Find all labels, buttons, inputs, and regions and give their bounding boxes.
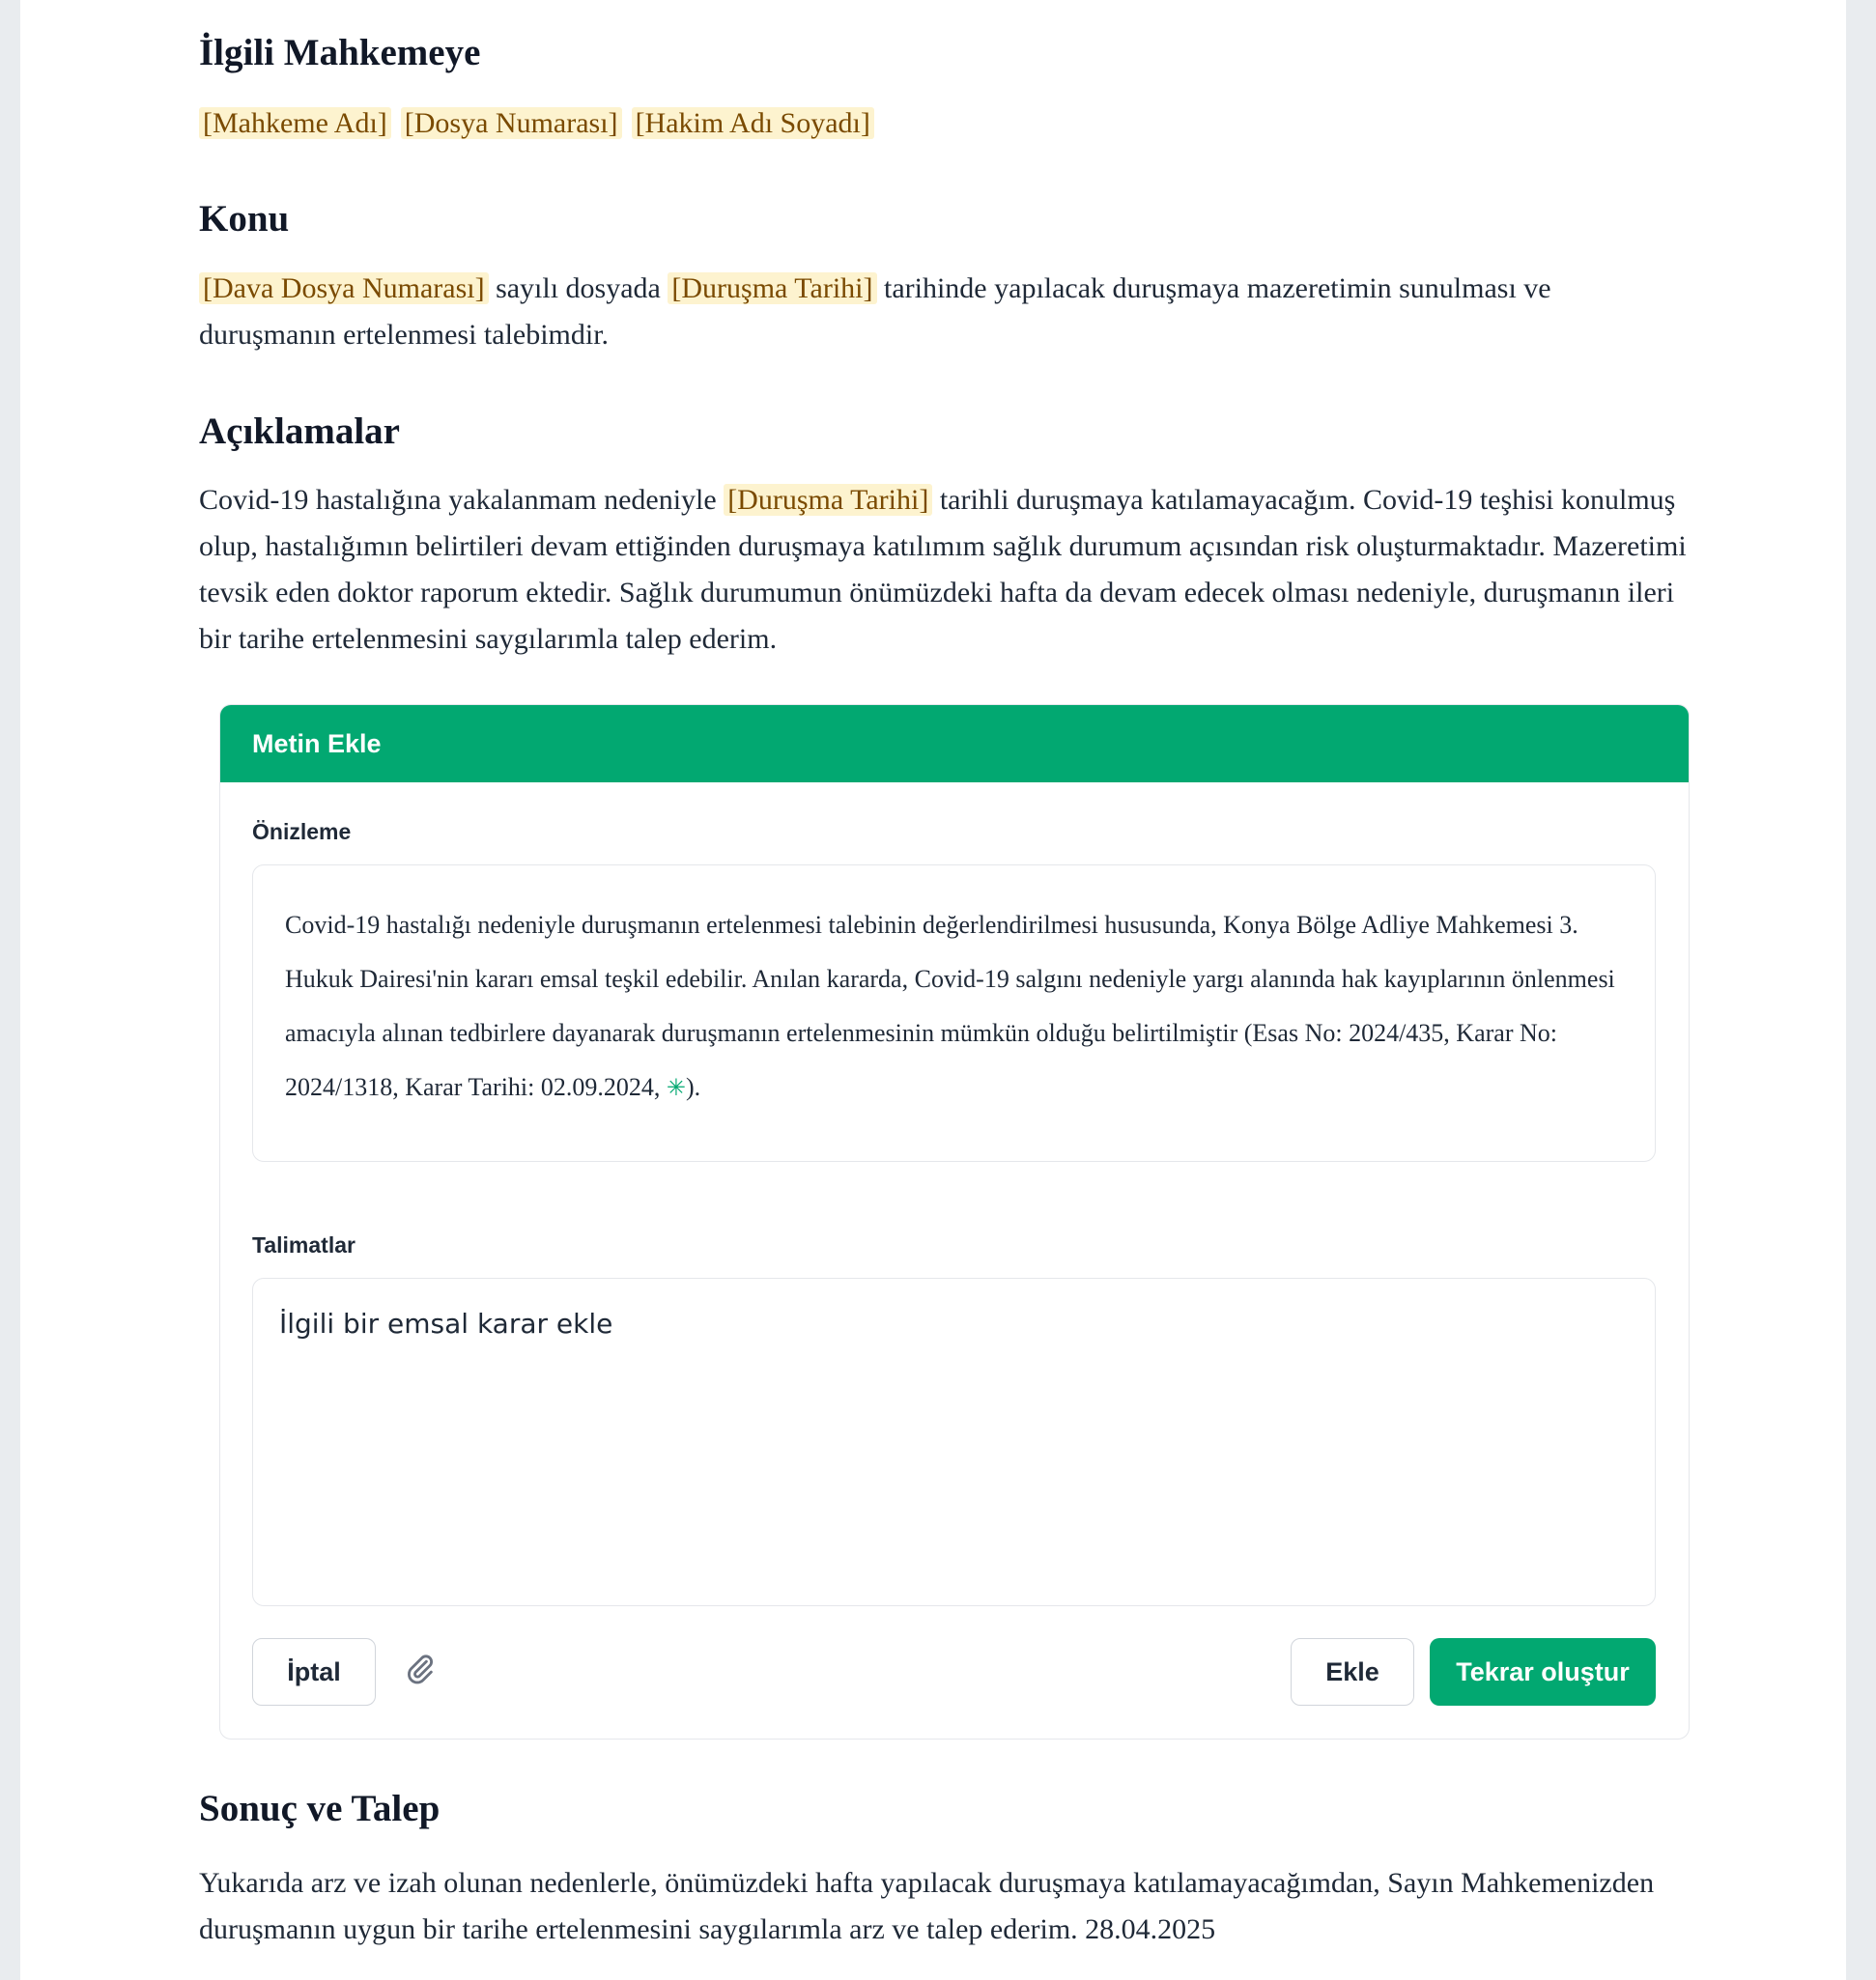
- conclusion-heading: Sonuç ve Talep: [199, 1788, 441, 1829]
- preview-text: Covid-19 hastalığı nedeniyle duruşmanın ertelenmesi talebinin değerlendirilmesi hususunda, Konya Bölge Adliye Mahkemesi 3. Hukuk Dairesi'nin kararı emsal teşkil edebilir. Anılan kararda, Covid-19 salgını nedeniyle yargı alanında hak kayıplarının önlenmesi amacıyla alınan tedbirlere dayanarak duruşmanın ertelenmesinin mümkün olduğu belirtilmiştir (Esas No: 2024/435, Karar No: 2024/1318, Karar Tarihi: 02.09.2024,: [285, 911, 1615, 1101]
- instructions-input[interactable]: İlgili bir emsal karar ekle: [252, 1278, 1656, 1606]
- explanations-text-2: tarihli duruşmaya katılamayacağım. Covid-19 teşhisi konulmuş olup, hastalığımın belirtileri devam ettiğinden duruşmaya katılımım sağlık durumum açısından risk oluşturmaktadır. Mazeretimi tevsik eden doktor raporum ektedir. Sağlık durumumun önümüzdeki hafta da devam edecek olması nedeniyle, duruşmanın ileri bir tarihe ertelenmesini saygılarımla talep ederim.: [199, 484, 1687, 655]
- court-heading: İlgili Mahkemeye: [199, 32, 481, 73]
- explanations-heading: Açıklamalar: [199, 410, 400, 452]
- document-page: [20, 0, 1846, 1980]
- preview-box: [252, 864, 1656, 1162]
- placeholder-hearing-date[interactable]: [Duruşma Tarihi]: [724, 484, 932, 516]
- preview-end: ).: [685, 1073, 701, 1101]
- cancel-button[interactable]: İptal: [252, 1638, 376, 1706]
- regenerate-button[interactable]: Tekrar oluştur: [1430, 1638, 1656, 1706]
- subject-text-1: sayılı dosyada: [488, 272, 668, 304]
- explanations-text-1: Covid-19 hastalığına yakalanmam nedeniyle: [199, 484, 725, 516]
- placeholder-file-number[interactable]: [Dosya Numarası]: [401, 107, 622, 139]
- placeholder-judge-name[interactable]: [Hakim Adı Soyadı]: [632, 107, 874, 139]
- subject-heading: Konu: [199, 198, 290, 240]
- placeholder-hearing-date[interactable]: [Duruşma Tarihi]: [668, 272, 876, 304]
- placeholder-case-file-number[interactable]: [Dava Dosya Numarası]: [199, 272, 489, 304]
- preview-label: Önizleme: [252, 819, 352, 844]
- conclusion-paragraph: Yukarıda arz ve izah olunan nedenlerle, önümüzdeki hafta yapılacak duruşmaya katılamayacağımdan, Sayın Mahkemenizden duruşmanın uygun bir tarihe ertelenmesini saygılarımla arz ve talep ederim. 28.04.2025: [199, 1867, 1655, 1945]
- citation-icon[interactable]: ✳: [666, 1076, 686, 1101]
- add-button[interactable]: Ekle: [1291, 1638, 1414, 1706]
- explanations-paragraph: [199, 477, 1687, 663]
- placeholder-court-name[interactable]: [Mahkeme Adı]: [199, 107, 391, 139]
- instructions-label: Talimatlar: [252, 1232, 355, 1258]
- paperclip-icon[interactable]: [404, 1653, 437, 1685]
- insert-text-dialog: [219, 704, 1690, 1740]
- dialog-header: Metin Ekle: [220, 705, 1689, 782]
- subject-paragraph: [199, 266, 1687, 358]
- court-placeholders: [199, 100, 884, 147]
- subject-text-2: tarihinde yapılacak duruşmaya mazeretimin sunulması ve duruşmanın ertelenmesi talebimdir.: [199, 272, 1551, 351]
